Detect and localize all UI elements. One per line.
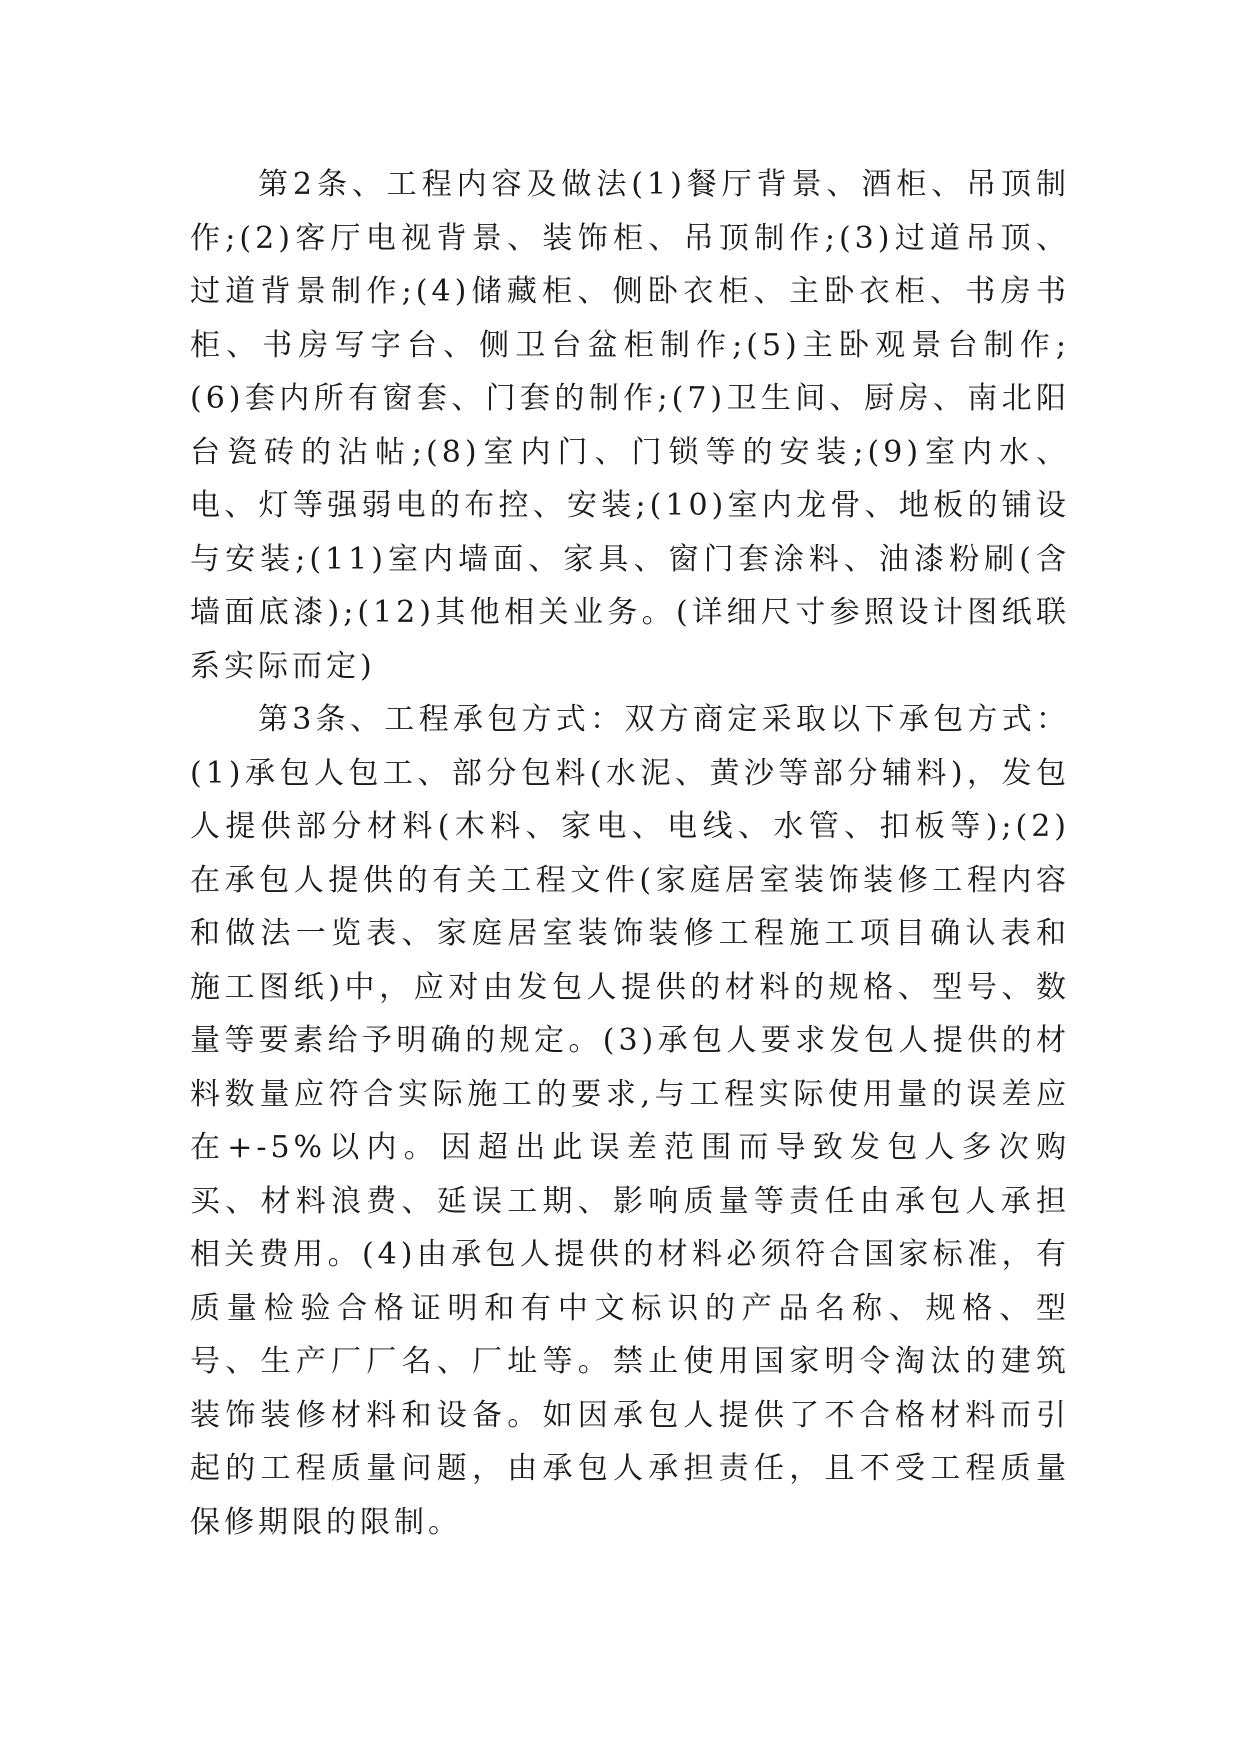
paragraph-article-2: 第2条、工程内容及做法(1)餐厅背景、酒柜、吊顶制作;(2)客厅电视背景、装饰柜、吊顶制作;(3)过道吊顶、过道背景制作;(4)储藏柜、侧卧衣柜、主卧衣柜、书房书柜、书房写字台、侧卫台盆柜制作;(5)主卧观景台制作;(6)套内所有窗套、门套的制作;(7)卫生间、厨房、南北阳台瓷砖的沾帖;(8)室内门、门锁等的安装;(9)室内水、电、灯等强弱电的布控、安装;(10)室内龙骨、地板的铺设与安装;(11)室内墙面、家具、窗门套涂料、油漆粉刷(含墙面底漆);(12)其他相关业务。(详细尺寸参照设计图纸联系实际而定) (190, 167, 1070, 684)
document-body (190, 158, 1070, 1549)
paragraph-article-3: 第3条、工程承包方式：双方商定采取以下承包方式：(1)承包人包工、部分包料(水泥、黄沙等部分辅料)，发包人提供部分材料(木料、家电、电线、水管、扣板等);(2)在承包人提供的有关工程文件(家庭居室装饰装修工程内容和做法一览表、家庭居室装饰装修工程施工项目确认表和施工图纸)中，应对由发包人提供的材料的规格、型号、数量等要素给予明确的规定。(3)承包人要求发包人提供的材料数量应符合实际施工的要求,与工程实际使用量的误差应在+-5%以内。因超出此误差范围而导致发包人多次购买、材料浪费、延误工期、影响质量等责任由承包人承担相关费用。(4)由承包人提供的材料必须符合国家标准，有质量检验合格证明和有中文标识的产品名称、规格、型号、生产厂厂名、厂址等。禁止使用国家明令淘汰的建筑装饰装修材料和设备。如因承包人提供了不合格材料而引起的工程质量问题，由承包人承担责任，且不受工程质量保修期限的限制。 (190, 702, 1070, 1540)
